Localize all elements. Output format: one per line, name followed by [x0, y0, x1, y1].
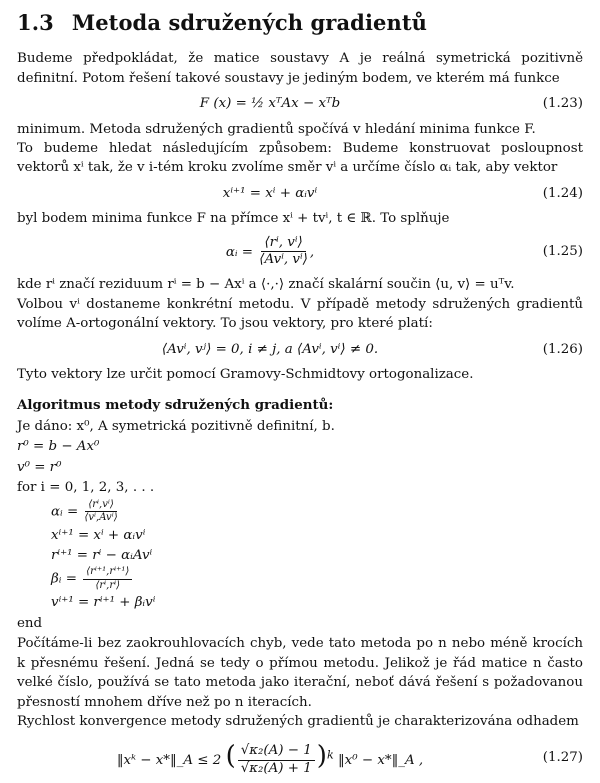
algorithm-heading: Algoritmus metody sdružených gradientů:: [17, 397, 334, 414]
eq-lhs: αᵢ =: [225, 244, 254, 260]
equation-body: F (x) = ½ xᵀAx − xᵀb: [199, 96, 341, 112]
alpha-lhs: αᵢ =: [51, 504, 79, 520]
algorithm-end: end: [17, 615, 43, 631]
eq-lhs: ‖xᵏ − x*‖_A ≤ 2: [116, 752, 222, 768]
paragraph-gram-schmidt: Tyto vektory lze určit pomocí Gramovy-Schmidtovy ortogonalizace.: [17, 366, 474, 382]
fraction-denominator: √κ₂(A) + 1: [240, 760, 312, 776]
beta-numerator: ⟨rⁱ⁺¹,rⁱ⁺¹⟩: [83, 566, 132, 580]
paragraph-direct-method: Počítáme-li bez zaokrouhlovacích chyb, vede tato metoda po n nebo méně krocích k přesnému řešení. Jedná se tedy o přímou metodu. Jelikož je řád matice n často velké číslo, používá se tato metoda jako iterační, neboť dává řešení s požadovanou přesností mnohem dříve než po n iteracích.: [17, 636, 583, 710]
equation-body: xⁱ⁺¹ = xⁱ + αᵢvⁱ: [222, 185, 318, 201]
fraction: [238, 743, 315, 778]
exponent: k: [326, 748, 334, 762]
equation-1-26: [17, 340, 583, 359]
algorithm-v0: v⁰ = r⁰: [17, 459, 62, 475]
equation-1-25: [17, 235, 583, 270]
section-number: 1.3: [17, 10, 54, 35]
paragraph-convergence: Rychlost konvergence metody sdružených gradientů je charakterizována odhadem: [17, 714, 579, 730]
equation-body: ⟨Avⁱ, vʲ⟩ = 0, i ≠ j, a ⟨Avⁱ, vⁱ⟩ ≠ 0.: [161, 341, 379, 357]
beta-denominator: ⟨rⁱ,rⁱ⟩: [95, 579, 121, 591]
fraction: [259, 235, 308, 270]
algorithm-v-update: vⁱ⁺¹ = rⁱ⁺¹ + βᵢvⁱ: [51, 595, 156, 611]
equation-1-27: [17, 738, 583, 778]
fraction-numerator: √κ₂(A) − 1: [238, 743, 315, 761]
equation-number: (1.25): [542, 244, 583, 260]
paragraph-construct: To budeme hledat následujícím způsobem: Budeme konstruovat posloupnost vektorů xⁱ tak, že v i-tém kroku zvolíme směr vⁱ a určíme číslo αᵢ tak, aby vektor: [17, 140, 583, 176]
equation-body: [17, 235, 523, 270]
beta-lhs: βᵢ =: [51, 571, 77, 587]
algorithm-for: for i = 0, 1, 2, 3, . . .: [17, 480, 155, 496]
equation-number: (1.23): [542, 96, 583, 112]
equation-body: ‖xᵏ − x*‖_A ≤ 2 ( $\frac{\text{√κ₂(A) − 1}}{\text{√κ₂(A) + 1}}$ )$^k$ ‖x⁰ − x*‖_A ,: [116, 740, 424, 776]
section-heading: [17, 10, 583, 35]
algorithm-x-update: xⁱ⁺¹ = xⁱ + αᵢvⁱ: [51, 527, 146, 543]
fraction-numerator: ⟨rⁱ, vⁱ⟩: [261, 235, 305, 253]
paragraph-orthogonal: Volbou vⁱ dostaneme konkrétní metodu. V případě metody sdružených gradientů volíme A-ortogonální vektory. To jsou vektory, pro které platí:: [17, 296, 583, 332]
paragraph-residual: kde rⁱ značí reziduum rⁱ = b − Axⁱ a ⟨·,·⟩ značí skalární součin ⟨u, v⟩ = uᵀv.: [17, 277, 515, 293]
equation-number: (1.27): [542, 749, 583, 765]
section-title: Metoda sdružených gradientů: [71, 10, 428, 35]
algorithm-alpha: [17, 499, 583, 525]
paragraph-minimum: minimum. Metoda sdružených gradientů spočívá v hledání minima funkce F.: [17, 121, 536, 137]
equation-1-24: [17, 184, 583, 203]
equation-1-23: [17, 94, 583, 113]
alpha-denominator: ⟨vⁱ,Avⁱ⟩: [84, 512, 118, 524]
algorithm-given: Je dáno: x⁰, A symetrická pozitivně definitní, b.: [17, 418, 335, 434]
algorithm-r-update: rⁱ⁺¹ = rⁱ − αᵢAvⁱ: [51, 548, 153, 563]
algorithm-beta: [17, 566, 583, 592]
equation-number: (1.26): [542, 341, 583, 357]
page: [17, 10, 583, 783]
equation-number: (1.24): [542, 185, 583, 201]
eq-rhs: ‖x⁰ − x*‖_A ,: [337, 752, 424, 768]
eq-tail: ,: [309, 244, 315, 260]
fraction-denominator: ⟨Avⁱ, vⁱ⟩: [259, 252, 308, 268]
alpha-fraction: [84, 499, 117, 525]
algorithm-r0: r⁰ = b − Ax⁰: [17, 439, 100, 455]
alpha-numerator: ⟨rⁱ,vⁱ⟩: [85, 499, 116, 513]
beta-fraction: [83, 566, 132, 592]
paragraph-intro: Budeme předpokládat, že matice soustavy A je reálná symetrická pozitivně definitní. Potom řešení takové soustavy je jediným bodem, ve kterém má funkce: [17, 51, 583, 86]
paragraph-line-minimum: byl bodem minima funkce F na přímce xⁱ + tvⁱ, t ∈ ℝ. To splňuje: [17, 211, 450, 227]
